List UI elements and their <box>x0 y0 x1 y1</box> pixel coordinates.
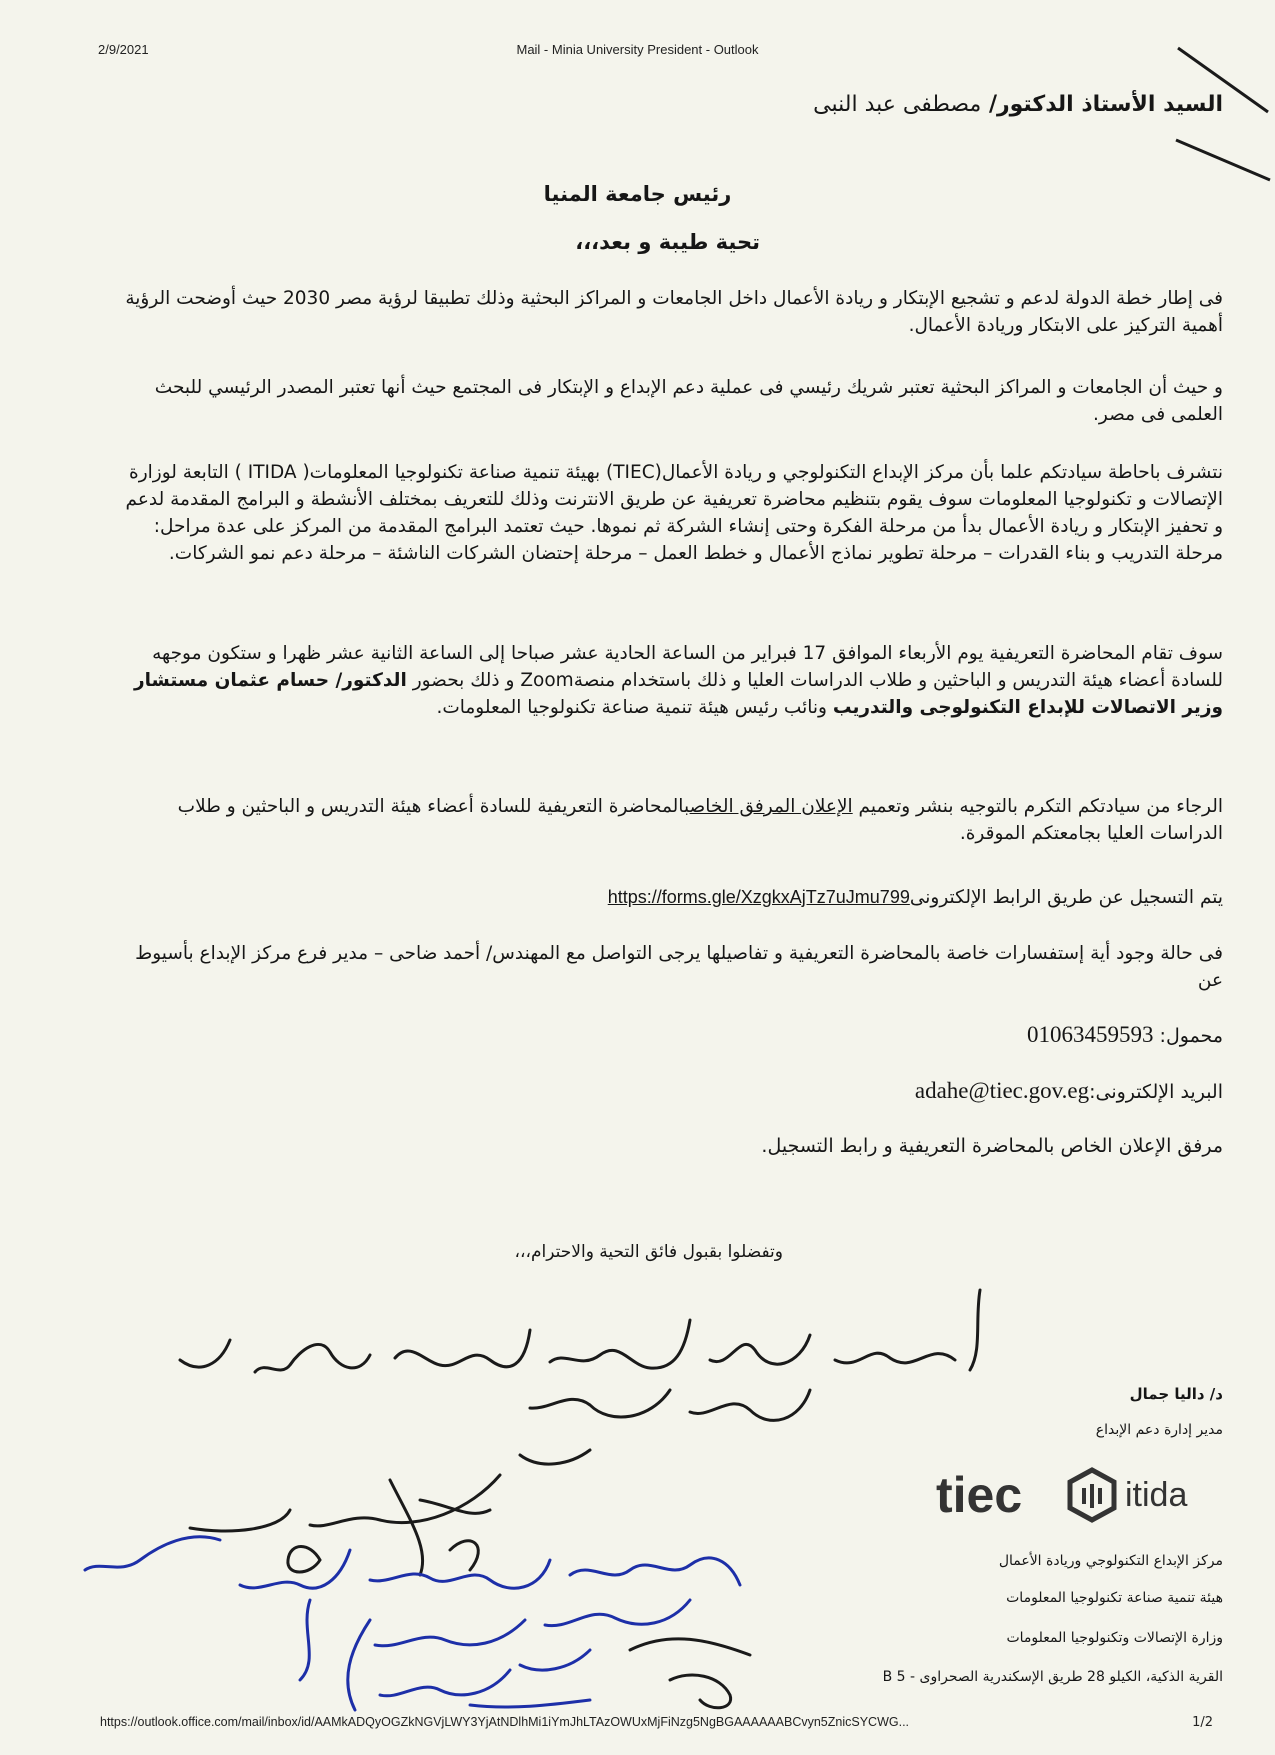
organization-logos <box>930 1460 1220 1530</box>
logo-graphics <box>930 1460 1220 1530</box>
itida-logo: itida <box>1125 1476 1188 1514</box>
email-line <box>915 1078 1223 1104</box>
email-address[interactable]: adahe@tiec.gov.eg <box>914 1078 1090 1103</box>
print-page-title: Mail - Minia University President - Outlook <box>516 42 759 57</box>
tiec-logo: tiec <box>936 1467 1023 1523</box>
registration-link[interactable]: https://forms.gle/XzgkxAjTz7uJmu799 <box>607 887 910 907</box>
addressee-position: رئيس جامعة المنيا <box>543 182 732 206</box>
signatory-role: مدير إدارة دعم الإبداع <box>1095 1422 1223 1438</box>
attached-announcement: الإعلان المرفق الخاص <box>689 796 853 817</box>
print-date: 2/9/2021 <box>98 42 149 57</box>
registration-label: يتم التسجيل عن طريق الرابط الإلكترونى <box>909 887 1223 908</box>
phone-line <box>1027 1022 1223 1048</box>
addressee-title: السيد الأستاذ الدكتور/ <box>988 92 1223 117</box>
addressee-line <box>813 92 1223 117</box>
registration-line <box>113 884 1223 911</box>
print-page-number: 1/2 <box>1192 1715 1213 1730</box>
request-text: الرجاء من سيادتكم التكرم بالتوجيه بنشر وتعميم <box>852 796 1223 817</box>
attachment-note: مرفق الإعلان الخاص بالمحاضرة التعريفية و رابط التسجيل. <box>761 1135 1223 1157</box>
paragraph-lecture-details <box>113 640 1223 721</box>
closing-salutation: وتفضلوا بقبول فائق التحية والاحترام،،، <box>514 1242 783 1262</box>
paragraph-inquiries: فى حالة وجود أية إستفسارات خاصة بالمحاضرة التعريفية و تفاصيلها يرجى التواصل مع المهندس/ أحمد ضاحى – مدير فرع مركز الإبداع بأسيوط عن <box>135 943 1223 991</box>
phone-number: 01063459593 <box>1027 1022 1154 1047</box>
lecture-details-text-3: ونائب رئيس هيئة تنمية صناعة تكنولوجيا المعلومات. <box>436 697 833 718</box>
zoom-platform: Zoom <box>520 670 574 691</box>
email-label: البريد الإلكترونى: <box>1089 1081 1223 1103</box>
lecture-speaker: الدكتور/ حسام عثمان مستشار وزير الاتصالات للإبداع التكنولوجى والتدريب <box>133 670 1223 718</box>
greeting: تحية طيبة و بعد،،، <box>575 230 760 254</box>
paragraph-vision-2030: فى إطار خطة الدولة لدعم و تشجيع الإبتكار و ريادة الأعمال داخل الجامعات و المراكز البحثية وذلك تطبيقا لرؤية مصر 2030 حيث أوضحت الرؤية أهمية التركيز على الابتكار وريادة الأعمال. <box>125 288 1223 336</box>
handwritten-annotation-black <box>170 1280 1050 1580</box>
phone-label: محمول: <box>1159 1025 1223 1047</box>
request-text-2: بالمحاضرة التعريفية للسادة أعضاء هيئة التدريس و الباحثين و طلاب الدراسات العليا بجامعتكم الموقرة. <box>177 796 1223 844</box>
print-footer-url: https://outlook.office.com/mail/inbox/id/AAMkADQyOGZkNGVjLWY3YjAtNDlhMi1iYmJhLTAzOWUxMjFiNzg5NgBGAAAAAABCvyn5ZnicSYCWG... <box>100 1715 910 1729</box>
lecture-details-text-2: و ذلك بحضور <box>406 670 521 691</box>
lecture-details-text: سوف تقام المحاضرة التعريفية يوم الأربعاء الموافق 17 فبراير من الساعة الحادية عشر صباحا إلى الساعة الثانية عشر ظهرا و ستكون موجهه للسادة أعضاء هيئة التدريس و الباحثين و طلاب الدراسات العليا و ذلك باستخدام منصة <box>152 643 1223 691</box>
org-line-address: القرية الذكية، الكيلو 28 طريق الإسكندرية الصحراوى - B 5 <box>882 1669 1223 1685</box>
addressee-name: مصطفى عبد النبى <box>813 92 982 117</box>
handwritten-annotation-blue <box>70 1500 810 1720</box>
org-line-itida: هيئة تنمية صناعة تكنولوجيا المعلومات <box>1006 1590 1223 1606</box>
org-line-tiec: مركز الإبداع التكنولوجي وريادة الأعمال <box>998 1553 1223 1569</box>
paragraph-request <box>113 793 1223 847</box>
signatory-name: د/ داليا جمال <box>1129 1385 1223 1403</box>
org-line-ministry: وزارة الإتصالات وتكنولوجيا المعلومات <box>1006 1630 1223 1646</box>
itida-logo-mark <box>1070 1470 1114 1520</box>
paragraph-tiec-lecture: نتشرف باحاطة سيادتكم علما بأن مركز الإبداع التكنولوجي و ريادة الأعمال(TIEC) بهيئة تنمية صناعة تكنولوجيا المعلومات( ITIDA ) التابعة لوزارة الإتصالات و تكنولوجيا المعلومات سوف يقوم بتنظيم محاضرة تعريفية عن طريق الانترنت وذلك للتعريف بمختلف الأنشطة و البرامج المقدمة لدعم و تحفيز الإبتكار و ريادة الأعمال بدأ من مرحلة الفكرة وحتى إنشاء الشركة ثم نموها. حيث تعتمد البرامج المقدمة من المركز على عدة مراحل: مرحلة التدريب و بناء القدرات – مرحلة تطوير نماذج الأعمال و خطط العمل – مرحلة إحتضان الشركات الناشئة – مرحلة دعم نمو الشركات. <box>125 462 1223 564</box>
paragraph-universities-role: و حيث أن الجامعات و المراكز البحثية تعتبر شريك رئيسي فى عملية دعم الإبداع و الإبتكار فى المجتمع حيث أنها تعتبر المصدر الرئيسي للبحث العلمى فى مصر. <box>154 377 1223 425</box>
